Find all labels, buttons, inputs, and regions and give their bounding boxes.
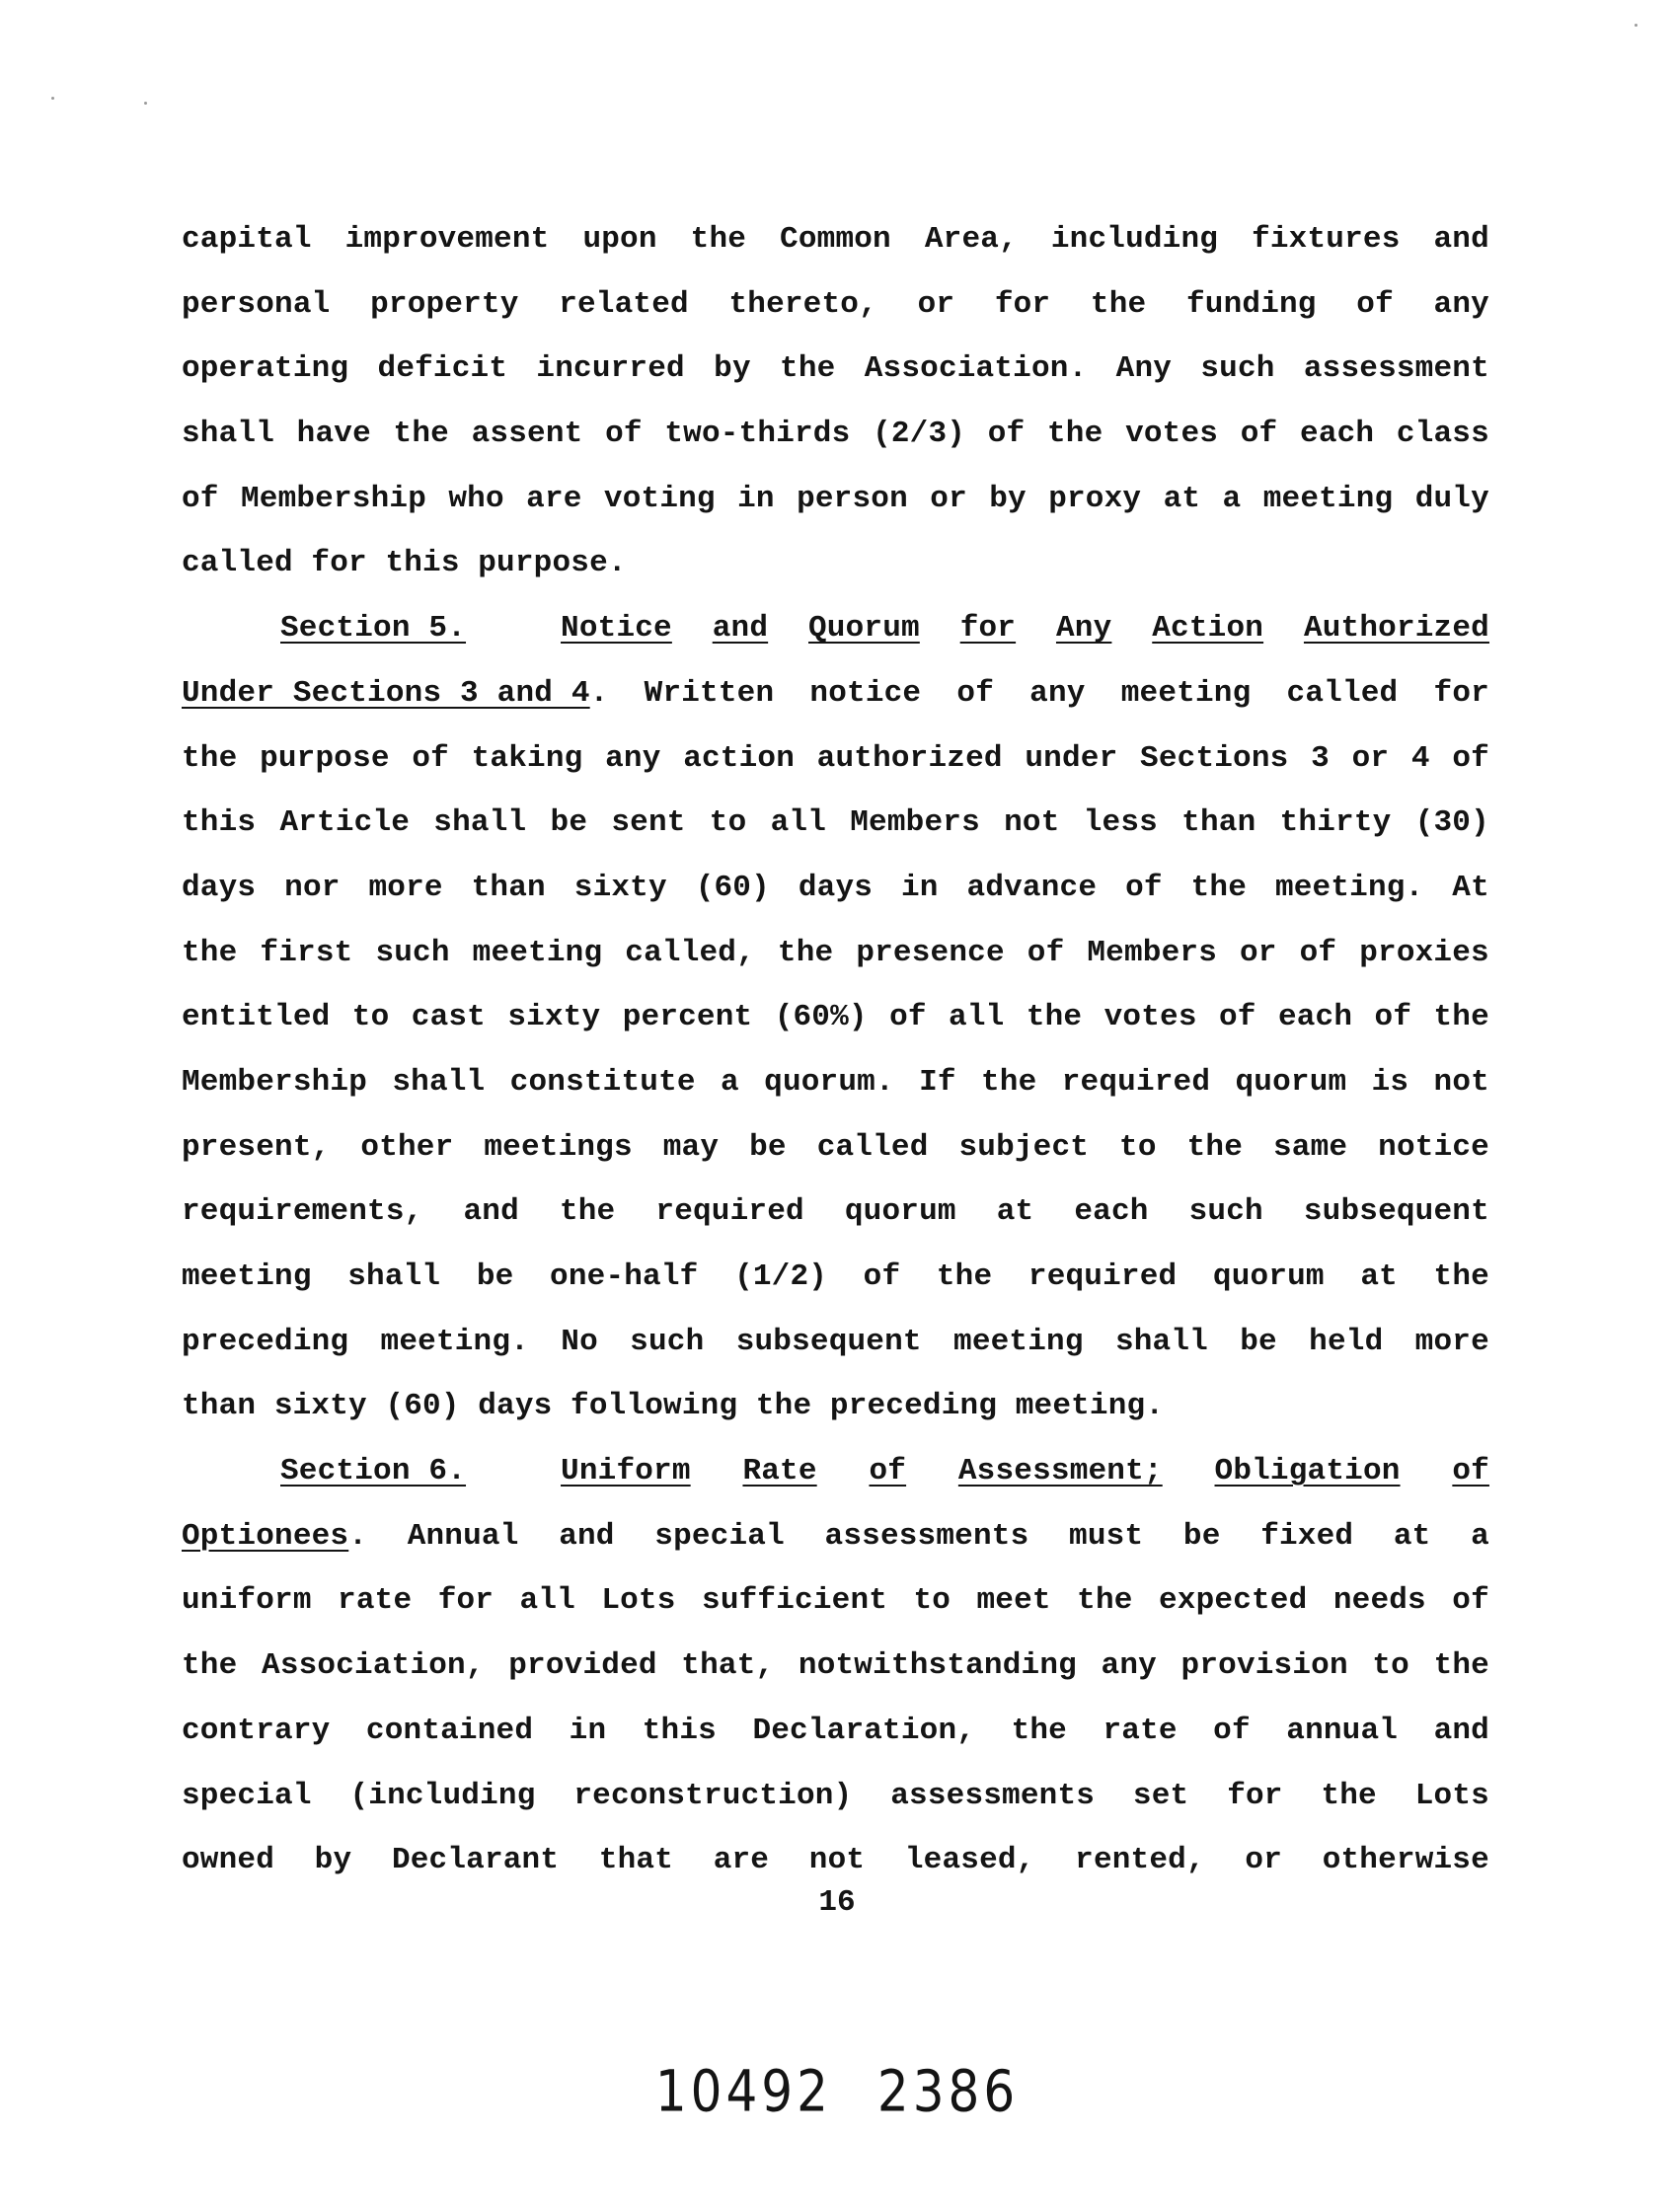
section-title: Notice and Quorum for Any Action Authorized <box>561 611 1489 647</box>
paragraph-line: capital improvement upon the Common Area, including fixtures and <box>182 222 1489 257</box>
scan-speck <box>144 102 147 105</box>
section-number: Section 6. <box>280 1454 467 1489</box>
section5-line: requirements, and the required quorum at each such subsequent <box>182 1194 1489 1230</box>
section-title-continued-line: Optionees. Annual and special assessments must be fixed at a <box>182 1518 1489 1554</box>
section5-line: days nor more than sixty (60) days in advance of the meeting. At <box>182 870 1489 905</box>
scan-speck <box>1635 24 1637 27</box>
section-title-end: Under Sections 3 and 4 <box>182 675 590 711</box>
section-title-continued-line: Under Sections 3 and 4. Written notice of any meeting called for <box>182 675 1489 711</box>
page-number: 16 <box>818 1885 856 1920</box>
paragraph-line: shall have the assent of two-thirds (2/3) of the votes of each class <box>182 417 1489 452</box>
paragraph-line: personal property related thereto, or for the funding of any <box>182 286 1489 322</box>
stamp-book-number: 10492 <box>654 2058 832 2125</box>
paragraph-line: of Membership who are voting in person or by proxy at a meeting duly <box>182 481 1489 516</box>
section5-line: entitled to cast sixty percent (60%) of all the votes of each of the <box>182 1000 1489 1035</box>
section-title-end: Optionees <box>182 1518 349 1554</box>
section-number: Section 5. <box>280 611 467 647</box>
section5-line: the purpose of taking any action authorized under Sections 3 or 4 of <box>182 740 1489 776</box>
section5-line: this Article shall be sent to all Members not less than thirty (30) <box>182 805 1489 841</box>
section5-line: than sixty (60) days following the preceding meeting. <box>182 1389 1165 1424</box>
section6-line: uniform rate for all Lots sufficient to meet the expected needs of <box>182 1583 1489 1619</box>
section5-line: the first such meeting called, the presence of Members or of proxies <box>182 935 1489 970</box>
paragraph-line: operating deficit incurred by the Association. Any such assessment <box>182 351 1489 387</box>
section6-line: contrary contained in this Declaration, the rate of annual and <box>182 1713 1489 1748</box>
paragraph-line: called for this purpose. <box>182 546 627 581</box>
section-heading-line <box>182 1439 1489 1504</box>
section-heading-line <box>182 596 1489 661</box>
section6-line: special (including reconstruction) assessments set for the Lots <box>182 1778 1489 1813</box>
section5-line: preceding meeting. No such subsequent meeting shall be held more <box>182 1324 1489 1359</box>
section5-line: meeting shall be one-half (1/2) of the required quorum at the <box>182 1259 1489 1294</box>
section6-line: owned by Declarant that are not leased, rented, or otherwise <box>182 1843 1489 1878</box>
section5-line: Membership shall constitute a quorum. If the required quorum is not <box>182 1064 1489 1100</box>
section6-line: the Association, provided that, notwithstanding any provision to the <box>182 1648 1489 1684</box>
stamp-page-number: 2386 <box>876 2058 1020 2125</box>
recording-stamp <box>0 2059 1674 2125</box>
body-text <box>182 207 1489 1893</box>
section5-line: present, other meetings may be called subject to the same notice <box>182 1129 1489 1165</box>
scan-speck <box>51 97 54 100</box>
section-title: Uniform Rate of Assessment; Obligation of <box>561 1454 1489 1489</box>
